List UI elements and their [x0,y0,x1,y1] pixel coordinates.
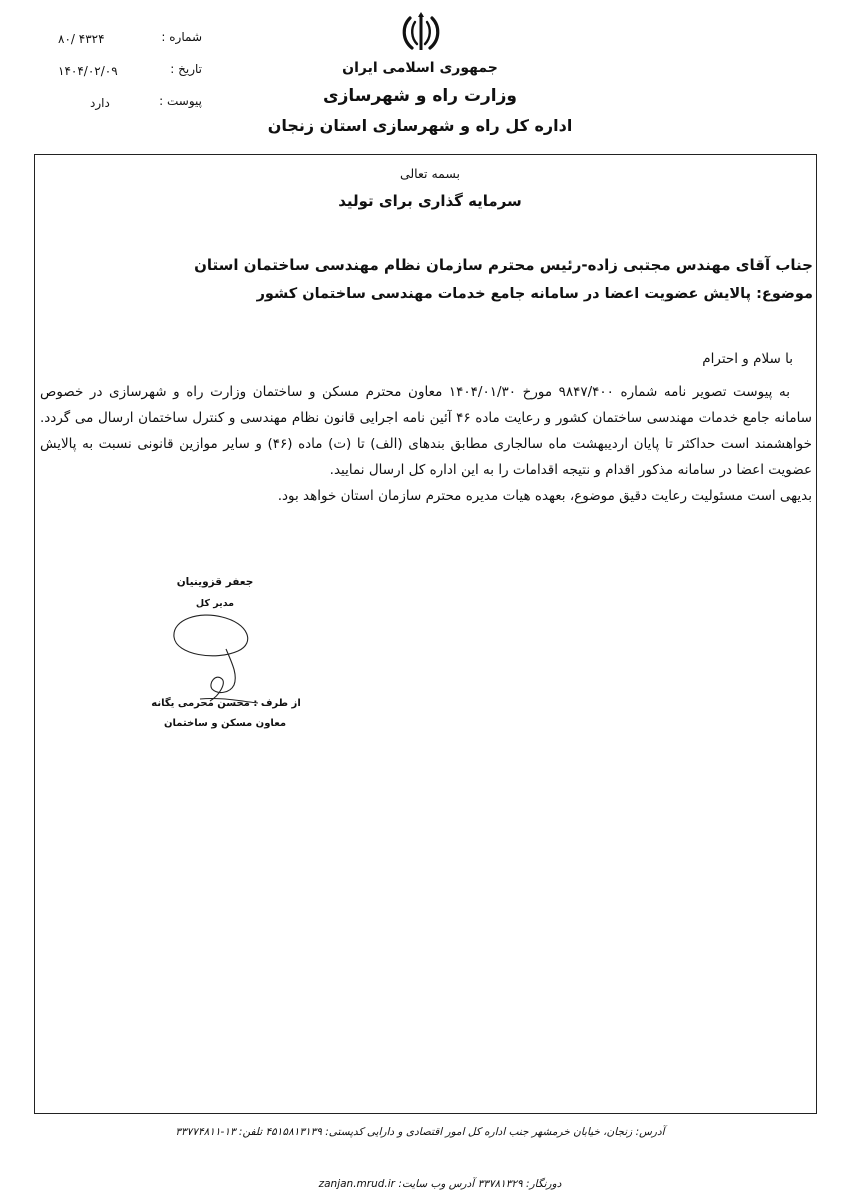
letter-recipient: جناب آقای مهندس مجتبی زاده-رئیس محترم سازمان نظام مهندسی ساختمان استان [194,256,813,274]
letter-number-label: شماره : [161,30,202,44]
letter-invocation: بسمه تعالی [399,166,461,181]
signatory-name: جعفر قزوینیان [176,576,254,588]
letter-closing: بدیهی است مسئولیت رعایت دقیق موضوع، بعهده هیات مدیره محترم سازمان استان خواهد بود. [277,488,812,504]
letter-body-text: به پیوست تصویر نامه شماره ۹۸۴۷/۴۰۰ مورخ ۱۴۰۴/۰۱/۳۰ معاون محترم مسکن و ساختمان وزارت راه و شهرسازی در خصوص سامانه جامع خدمات مهندسی ساختمان کشور و رعایت ماده ۴۶ آئین نامه اجرایی قانون نظام مهندسی و کنترل ساختمان ارسال می گردد. خواهشمند است حداکثر تا پایان اردیبهشت ماه سالجاری مطابق بندهای (الف) تا (ت) ماده (۴۶) و سایر موازین قانونی نسبت به پالایش عضویت اعضا در سامانه مذکور اقدام و نتیجه اقدامات را به این اداره کل ارسال نمایید. [40,384,813,478]
deputy-title: معاون مسکن و ساختمان [163,718,287,729]
letter-attachment-row [40,94,210,126]
footer-address: آدرس: زنجان، خیابان خرمشهر جنب اداره کل امور اقتصادی و دارایی کدپستی: ۴۵۱۵۸۱۳۱۳۹ تلفن: ۱۳-۳۳۷۷۴۸۱۱ [175,1126,665,1138]
footer-contact-line [240,1178,640,1190]
on-behalf-line: از طرف : محسن محرمی یگانه [151,698,301,709]
iran-emblem-icon [396,8,446,58]
letter-date-row [40,62,210,94]
header-country: جمهوری اسلامی ایران [342,60,498,76]
letter-attachment-label: پیوست : [159,94,202,108]
signatory-title: مدیر کل [195,598,235,609]
letter-date-label: تاریخ : [170,62,202,76]
header-ministry: وزارت راه و شهرسازی [322,86,517,106]
letter-subject: موضوع: پالایش عضویت اعضا در سامانه جامع خدمات مهندسی ساختمان کشور [256,286,813,302]
letter-attachment-value: دارد [90,96,110,110]
footer-fax-label: دورنگار: ۳۳۷۸۱۳۲۹ آدرس وب سایت: [398,1178,562,1190]
letter-greeting: با سلام و احترام [702,351,793,367]
letter-number-value: ۸۰/ ۴۳۲۴ [58,32,105,46]
letter-slogan: سرمایه گذاری برای تولید [338,192,522,210]
letter-metadata [40,30,210,126]
header-department: اداره کل راه و شهرسازی استان زنجان [267,116,573,135]
footer-website[interactable]: zanjan.mrud.ir [318,1178,395,1190]
letter-body [40,379,812,509]
letter-date-value: ۱۴۰۴/۰۲/۰۹ [58,64,118,78]
letter-number-row [40,30,210,62]
